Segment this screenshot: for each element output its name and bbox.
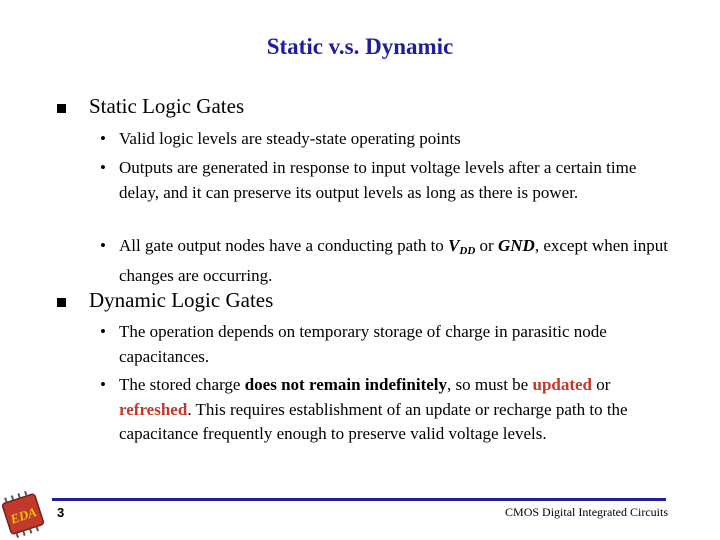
footer-course-title: CMOS Digital Integrated Circuits — [505, 505, 668, 519]
list-item — [100, 234, 679, 288]
emphasis-text: does not remain indefinitely — [244, 375, 447, 394]
gnd-label: GND — [497, 236, 535, 255]
bullet-icon: • — [100, 129, 106, 148]
highlight-refreshed: refreshed — [119, 399, 188, 419]
highlight-updated: updated — [532, 375, 593, 394]
list-item-text: The operation depends on temporary storage of charge in parasitic node capacitances. — [119, 322, 607, 366]
slide-title: Static v.s. Dynamic — [266, 34, 454, 59]
text-run: , so must be — [447, 375, 533, 394]
list-item-text: Outputs are generated in response to input voltage levels after a certain time delay, and it can preserve its output levels as long as there is power. — [119, 158, 637, 202]
footer-divider — [52, 498, 666, 501]
svg-text:EDA: EDA — [8, 504, 39, 527]
list-item — [100, 127, 679, 152]
list-item-text — [119, 234, 679, 288]
list-item-text — [119, 373, 679, 447]
bullet-icon: • — [100, 236, 106, 255]
text-run: or — [475, 236, 498, 255]
list-item — [100, 156, 679, 205]
list-item-text: Valid logic levels are steady-state operating points — [119, 129, 461, 148]
text-run: . This requires establishment of an update or recharge path to the capacitance frequently enough to preserve valid voltage levels. — [119, 399, 628, 443]
section-bullet-icon — [57, 298, 66, 307]
eda-chip-logo-icon — [0, 490, 46, 538]
section-bullet-icon — [57, 104, 66, 113]
section-title-dynamic: Dynamic Logic Gates — [89, 288, 274, 312]
bullet-icon: • — [100, 375, 106, 394]
page-number: 3 — [57, 505, 65, 520]
section-title-static: Static Logic Gates — [89, 94, 245, 118]
bullet-icon: • — [100, 158, 106, 177]
text-run: , except when input changes are occurring. — [119, 236, 668, 285]
list-item — [100, 373, 679, 447]
text-run: All gate output nodes have a conducting path to — [119, 236, 449, 255]
bullet-icon: • — [100, 322, 106, 341]
text-run: or — [592, 375, 611, 394]
list-item — [100, 320, 679, 369]
vdd-label: $V_{DD}$ — [448, 236, 476, 257]
text-run: The stored charge — [119, 375, 245, 394]
